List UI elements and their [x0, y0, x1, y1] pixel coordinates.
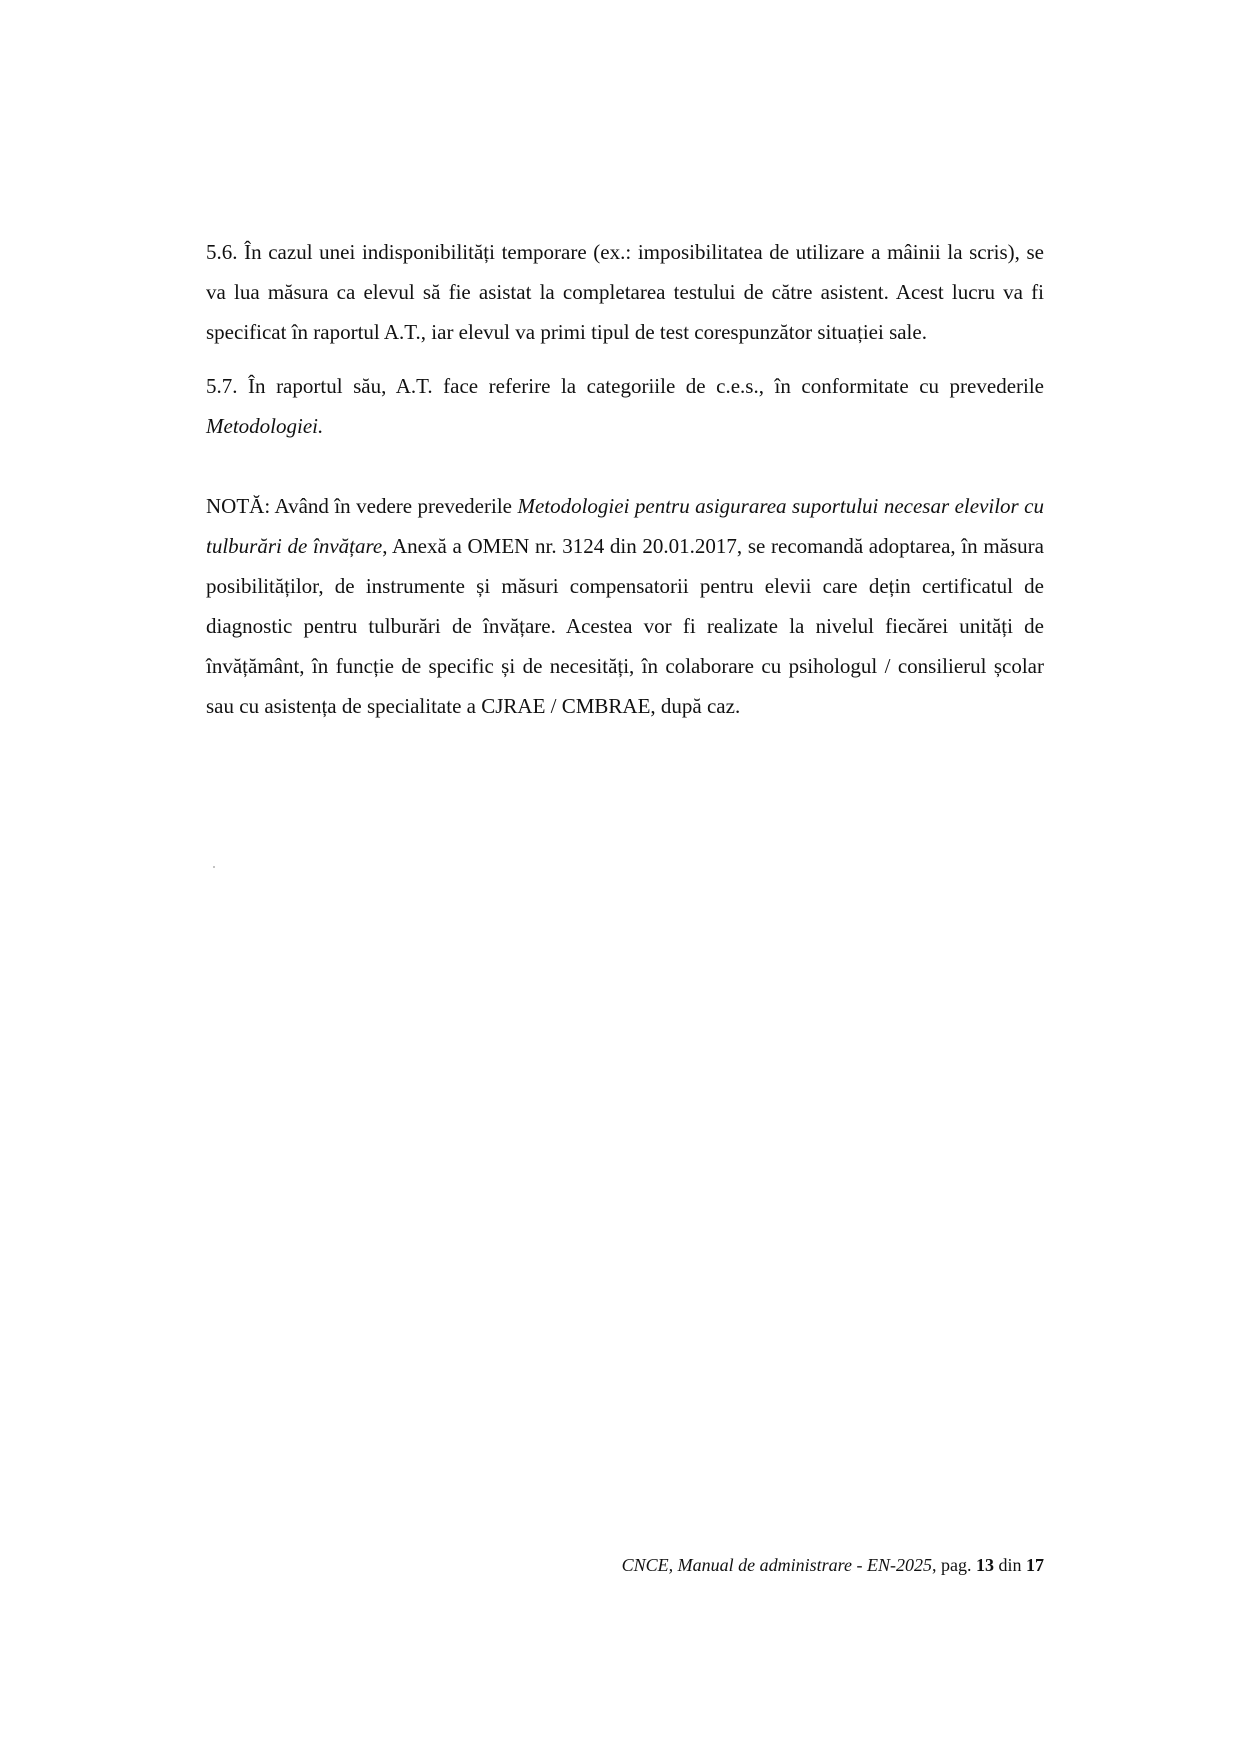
- footer-separator: -: [851, 1555, 867, 1575]
- page-footer: [206, 1553, 1044, 1577]
- note-methodology-title: Metodologiei pentru asigurarea suportului necesar elevilor cu tulburări de învățare: [206, 494, 1045, 558]
- footer-page-prefix: , pag.: [931, 1555, 976, 1575]
- note-lead: NOTĂ: Având în vedere prevederile: [206, 494, 518, 518]
- note-paragraph: [206, 486, 1044, 726]
- scan-speck: [213, 866, 215, 868]
- page-body: [206, 232, 1044, 726]
- section-5-6-paragraph: [206, 232, 1044, 352]
- note-body: , Anexă a OMEN nr. 3124 din 20.01.2017, se recomandă adoptarea, în măsura posibilităților, de instrumente și măsuri compensatorii pentru elevii care dețin certificatul de diagnostic pentru tulburări de învățare. Acestea vor fi realizate la nivelul fiecărei unități de învățământ, în funcție de specific și de necesități, în colaborare cu psihologul / consilierul școlar sau cu asistența de specialitate a CJRAE / CMBRAE, după caz.: [206, 534, 1044, 718]
- footer-page-number: 13: [975, 1555, 994, 1575]
- footer-page-of: din: [993, 1555, 1026, 1575]
- section-5-7-text: 5.7. În raportul său, A.T. face referire la categoriile de c.e.s., în conformitate cu prevederile: [206, 374, 1044, 398]
- footer-doc-title: CNCE, Manual de administrare: [621, 1555, 852, 1575]
- section-5-6-text: 5.6. În cazul unei indisponibilități temporare (ex.: imposibilitatea de utilizare a mâinii la scris), se va lua măsura ca elevul să fie asistat la completarea testului de către asistent. Acest lucru va fi specificat în raportul A.T., iar elevul va primi tipul de test corespunzător situației sale.: [206, 240, 1044, 344]
- footer-page-total: 17: [1026, 1555, 1044, 1575]
- footer-edition: EN-2025: [866, 1555, 932, 1575]
- section-5-7-paragraph: [206, 366, 1044, 446]
- section-5-7-italic-reference: Metodologiei.: [206, 414, 324, 438]
